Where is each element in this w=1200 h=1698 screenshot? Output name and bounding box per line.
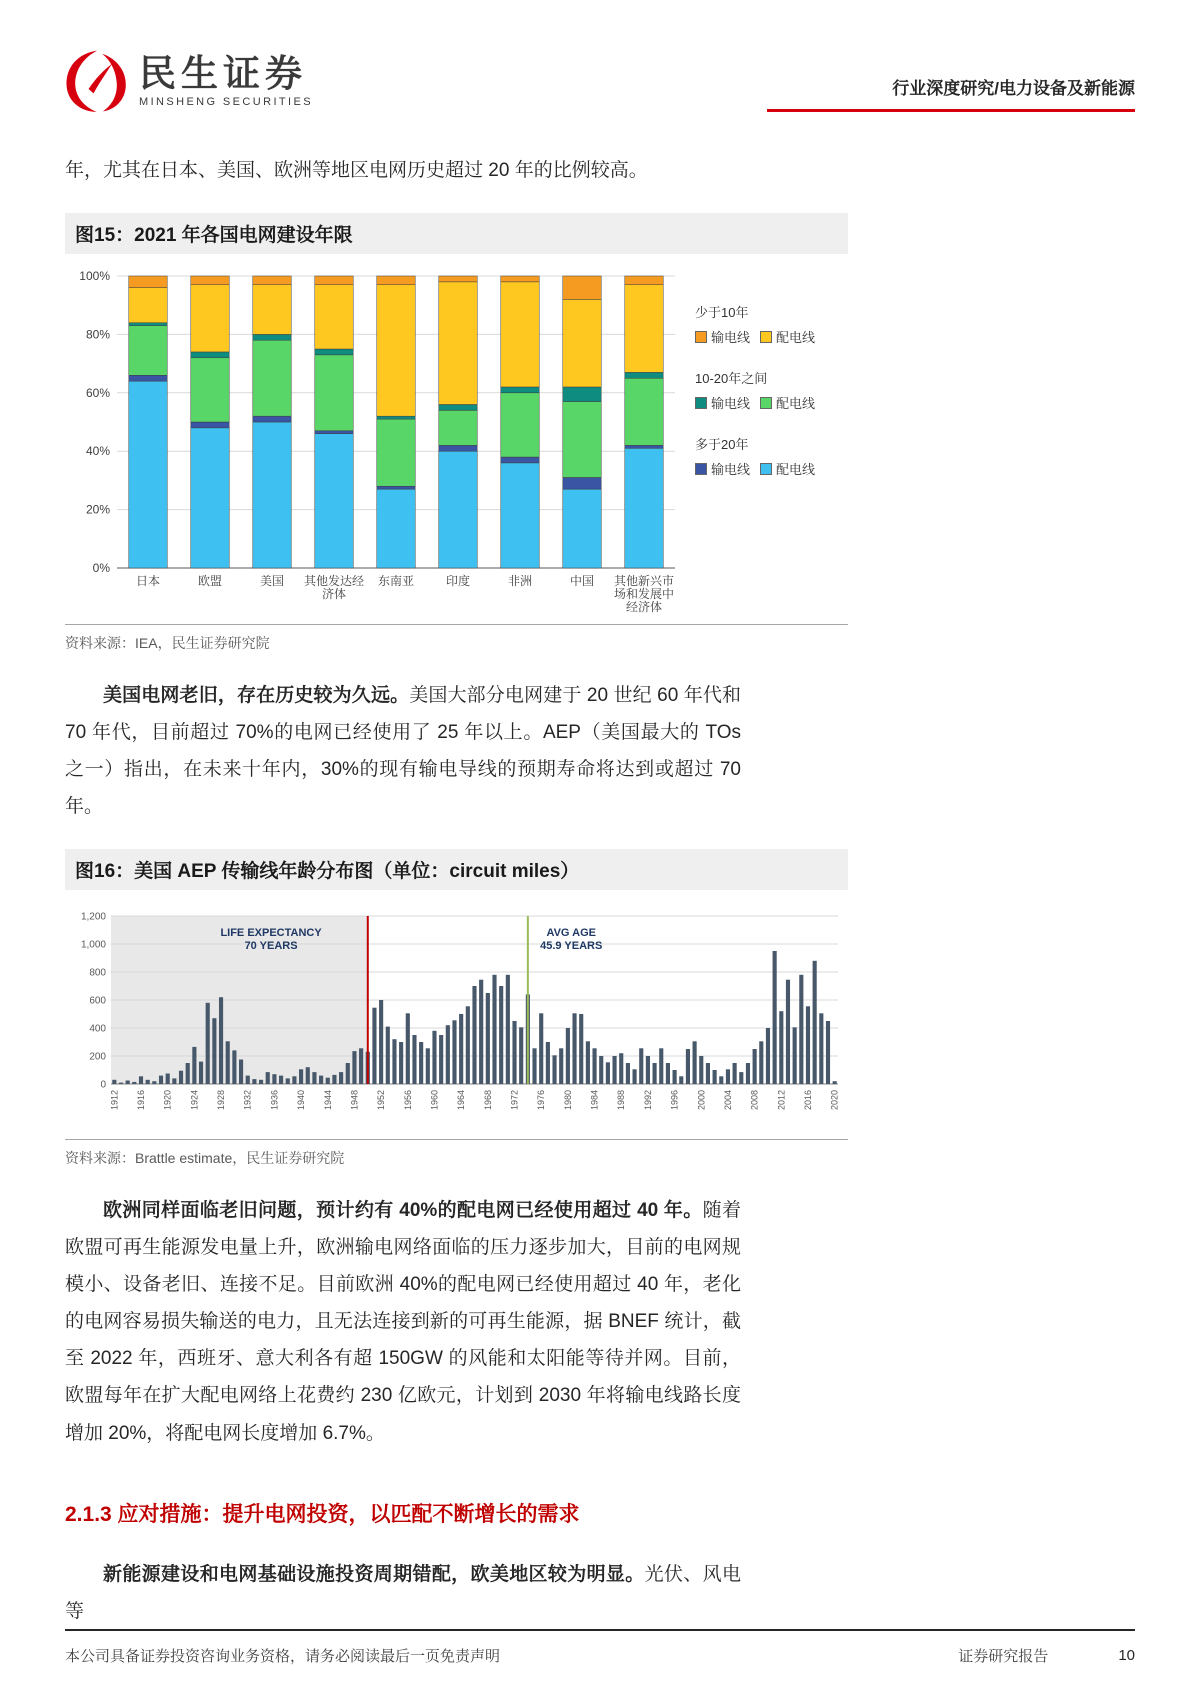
brand-name: 民生证券 (139, 52, 307, 94)
svg-text:20%: 20% (85, 502, 110, 517)
svg-text:1928: 1928 (216, 1090, 227, 1111)
svg-text:2012: 2012 (776, 1090, 787, 1111)
us-grid-paragraph (65, 677, 741, 825)
footer-disclaimer: 本公司具备证券投资咨询业务资格，请务必阅读最后一页免责声明 (65, 1648, 501, 1665)
legend-item (760, 393, 815, 412)
section-heading-2-1-3: 2.1.3 应对措施：提升电网投资，以匹配不断增长的需求 (65, 1502, 580, 1526)
svg-text:1952: 1952 (376, 1090, 387, 1111)
svg-text:欧盟: 欧盟 (197, 574, 223, 589)
mismatch-paragraph-body: 光伏、风电等 (65, 1563, 741, 1622)
figure-15 (65, 213, 848, 653)
svg-text:1992: 1992 (642, 1090, 653, 1111)
svg-text:LIFE EXPECTANCY70 YEARS: LIFE EXPECTANCY 70 YEARS (220, 927, 322, 953)
svg-text:800: 800 (89, 967, 106, 979)
svg-text:1984: 1984 (589, 1090, 600, 1111)
footer-page-number: 10 (1118, 1647, 1135, 1664)
footer-report-type: 证券研究报告 (958, 1648, 1049, 1665)
figure-16-source: 资料来源：Brattle estimate，民生证券研究院 (65, 1139, 848, 1168)
eu-grid-paragraph-body: 随着欧盟可再生能源发电量上升，欧洲输电网络面临的压力逐步加大，目前的电网规模小、设备老旧、连接不足。目前欧洲 40%的配电网已经使用超过 40 年，老化的电网容易损失输送的电力，且无法连接到新的可再生能源，据 BNEF 统计，截至 2022 年，西班牙、意大利各有超 150GW 的风能和太阳能等待并网。目前，欧盟每年在扩大配电网络上花费约 230 亿欧元，计划到 2030 年将输电线路长度增加 20%，将配电网长度增加 6.7%。 (65, 1200, 741, 1444)
svg-text:0: 0 (100, 1079, 106, 1091)
doc-type-label: 行业深度研究/电力设备及新能源 (892, 79, 1135, 98)
svg-text:美国: 美国 (259, 574, 285, 589)
svg-text:其他发达经济体: 其他发达经济体 (303, 574, 365, 602)
svg-text:1936: 1936 (269, 1090, 280, 1111)
eu-grid-paragraph (65, 1192, 741, 1451)
legend-group-title: 多于20年 (695, 437, 749, 453)
legend-group-title: 10-20年之间 (695, 371, 768, 387)
footer-right (958, 1645, 1135, 1666)
svg-text:1932: 1932 (242, 1090, 253, 1111)
svg-text:100%: 100% (79, 269, 110, 284)
figure-16-title: 图16：美国 AEP 传输线年龄分布图（单位：circuit miles） (65, 849, 848, 890)
svg-text:1980: 1980 (562, 1090, 573, 1111)
legend-label: 配电线 (776, 462, 816, 478)
figure-15-source: 资料来源：IEA，民生证券研究院 (65, 624, 848, 653)
svg-text:1916: 1916 (136, 1090, 147, 1111)
legend-label: 配电线 (776, 396, 816, 412)
svg-text:1996: 1996 (669, 1090, 680, 1111)
svg-text:200: 200 (89, 1051, 106, 1063)
svg-text:600: 600 (89, 995, 106, 1007)
legend-swatch-icon (760, 397, 772, 409)
header-right (767, 74, 1135, 112)
report-content (0, 152, 1200, 1630)
legend-group (695, 434, 815, 478)
legend-swatch-icon (695, 331, 707, 343)
svg-text:AVG AGE45.9 YEARS: AVG AGE 45.9 YEARS (540, 927, 603, 953)
mismatch-paragraph-lead: 新能源建设和电网基础设施投资周期错配，欧美地区较为明显。 (103, 1563, 645, 1585)
legend-item (695, 327, 750, 346)
svg-text:日本: 日本 (135, 574, 161, 589)
svg-text:1960: 1960 (429, 1090, 440, 1111)
figure-16-chart (65, 890, 848, 1135)
legend-swatch-icon (695, 463, 707, 475)
eu-grid-paragraph-lead: 欧洲同样面临老旧问题，预计约有 40%的配电网已经使用超过 40 年。 (103, 1200, 703, 1222)
svg-text:印度: 印度 (445, 574, 471, 589)
svg-text:1948: 1948 (349, 1090, 360, 1111)
legend-item (695, 459, 750, 478)
svg-text:1,200: 1,200 (80, 911, 106, 923)
legend-label: 输电线 (711, 330, 751, 346)
svg-text:80%: 80% (85, 327, 110, 342)
us-grid-paragraph-body: 美国大部分电网建于 20 世纪 60 年代和 70 年代，目前超过 70%的电网已经使用了 25 年以上。AEP（美国最大的 TOs 之一）指出，在未来十年内，30%的现有输电导线的预期寿命将达到或超过 70 年。 (65, 685, 741, 818)
aep-line-age-chart (65, 902, 848, 1128)
svg-text:1956: 1956 (402, 1090, 413, 1111)
intro-paragraph: 年，尤其在日本、美国、欧洲等地区电网历史超过 20 年的比例较高。 (65, 160, 648, 181)
brand-text (139, 52, 313, 108)
svg-text:其他新兴市场和发展中经济体: 其他新兴市场和发展中经济体 (613, 574, 675, 614)
svg-text:1920: 1920 (162, 1090, 173, 1111)
us-grid-paragraph-lead: 美国电网老旧，存在历史较为久远。 (103, 685, 410, 707)
legend-swatch-icon (760, 331, 772, 343)
svg-text:2008: 2008 (749, 1090, 760, 1111)
legend-item (760, 459, 815, 478)
svg-text:2016: 2016 (802, 1090, 813, 1111)
figure-16 (65, 849, 848, 1168)
svg-text:2020: 2020 (829, 1090, 840, 1111)
legend-item (760, 327, 815, 346)
svg-text:0%: 0% (92, 561, 110, 576)
grid-age-stacked-chart (65, 268, 685, 613)
legend-swatch-icon (760, 463, 772, 475)
svg-text:1988: 1988 (616, 1090, 627, 1111)
svg-text:1912: 1912 (109, 1090, 120, 1111)
legend-swatch-icon (695, 397, 707, 409)
svg-text:中国: 中国 (569, 574, 595, 589)
svg-text:400: 400 (89, 1023, 106, 1035)
legend-group (695, 368, 815, 412)
svg-text:60%: 60% (85, 385, 110, 400)
svg-text:1968: 1968 (482, 1090, 493, 1111)
svg-text:非洲: 非洲 (507, 574, 533, 589)
svg-text:1924: 1924 (189, 1090, 200, 1111)
svg-text:1964: 1964 (456, 1090, 467, 1111)
svg-text:1972: 1972 (509, 1090, 520, 1111)
legend-group-title: 少于10年 (695, 305, 749, 321)
svg-text:1976: 1976 (536, 1090, 547, 1111)
svg-text:2000: 2000 (696, 1090, 707, 1111)
svg-text:1944: 1944 (322, 1090, 333, 1111)
figure-15-legend (695, 302, 815, 500)
report-footer (65, 1629, 1135, 1666)
legend-label: 输电线 (711, 462, 751, 478)
legend-group (695, 302, 815, 346)
brand (65, 50, 313, 112)
brand-name-en: MINSHENG SECURITIES (139, 95, 313, 108)
svg-text:东南亚: 东南亚 (377, 574, 415, 589)
legend-item (695, 393, 750, 412)
figure-15-title: 图15：2021 年各国电网建设年限 (65, 213, 848, 254)
figure-15-body (65, 254, 848, 620)
legend-label: 输电线 (711, 396, 751, 412)
svg-text:1940: 1940 (296, 1090, 307, 1111)
svg-text:40%: 40% (85, 444, 110, 459)
minsheng-logo-icon (65, 50, 127, 112)
figure-15-chart (65, 268, 685, 618)
svg-text:1,000: 1,000 (80, 939, 106, 951)
mismatch-paragraph (65, 1556, 741, 1630)
legend-label: 配电线 (776, 330, 816, 346)
report-header (0, 0, 1200, 112)
svg-text:2004: 2004 (722, 1090, 733, 1111)
